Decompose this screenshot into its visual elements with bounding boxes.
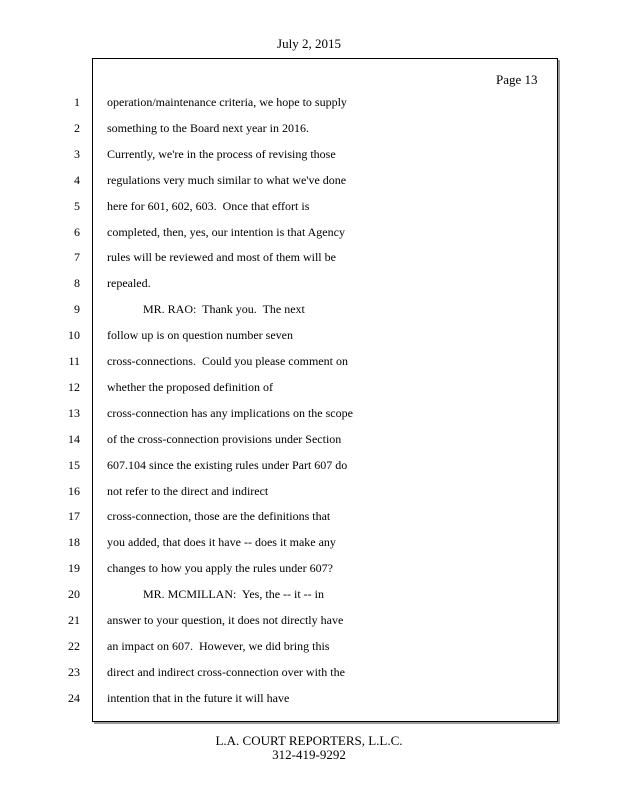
- line-number: 6: [74, 224, 80, 239]
- line-number: 12: [68, 379, 80, 394]
- line-number: 24: [68, 690, 80, 705]
- line-text: regulations very much similar to what we've done: [107, 172, 347, 187]
- line-text: intention that in the future it will have: [107, 690, 290, 705]
- line-number: 18: [68, 535, 80, 550]
- line-text: not refer to the direct and indirect: [107, 483, 269, 498]
- line-text: MR. RAO: Thank you. The next: [107, 302, 305, 317]
- line-text: 607.104 since the existing rules under Part 607 do: [107, 457, 348, 472]
- line-text: direct and indirect cross-connection over with the: [107, 664, 345, 679]
- line-number: 15: [68, 457, 80, 472]
- line-text: of the cross-connection provisions under Section: [107, 431, 342, 446]
- line-text: answer to your question, it does not directly have: [107, 613, 344, 627]
- page-number: Page 13: [496, 72, 538, 87]
- line-number: 7: [74, 250, 80, 265]
- line-text: an impact on 607. However, we did bring this: [107, 638, 330, 653]
- line-number: 22: [68, 638, 80, 653]
- footer: [0, 734, 618, 762]
- line-number: 23: [68, 664, 80, 679]
- line-number: 1: [74, 95, 80, 109]
- line-text: operation/maintenance criteria, we hope to supply: [107, 95, 347, 109]
- line-number: 2: [74, 120, 80, 135]
- line-number: 4: [74, 172, 80, 187]
- line-number: 21: [68, 613, 80, 627]
- footer-phone: 312-419-9292: [272, 747, 346, 762]
- line-text: whether the proposed definition of: [107, 379, 273, 394]
- line-text: changes to how you apply the rules under 607?: [107, 561, 333, 576]
- line-text: cross-connection has any implications on the scope: [107, 405, 353, 420]
- line-number: 5: [74, 198, 80, 213]
- line-text: rules will be reviewed and most of them will be: [107, 250, 336, 265]
- line-text: completed, then, yes, our intention is that Agency: [107, 224, 345, 239]
- line-text: something to the Board next year in 2016.: [107, 120, 309, 135]
- line-number: 3: [74, 146, 80, 161]
- line-number: 19: [68, 561, 80, 576]
- line-number: 20: [68, 587, 80, 602]
- line-text: MR. MCMILLAN: Yes, the -- it -- in: [107, 587, 325, 602]
- line-text: follow up is on question number seven: [107, 328, 293, 343]
- line-text: here for 601, 602, 603. Once that effort is: [107, 198, 310, 213]
- line-number: 14: [68, 431, 80, 446]
- header-date: July 2, 2015: [277, 36, 341, 51]
- line-text: Currently, we're in the process of revising those: [107, 146, 336, 161]
- line-number: 11: [68, 354, 80, 368]
- footer-company: L.A. COURT REPORTERS, L.L.C.: [215, 733, 403, 748]
- line-text: cross-connection, those are the definitions that: [107, 509, 331, 524]
- line-number: 10: [68, 328, 80, 343]
- line-number: 8: [74, 276, 80, 291]
- line-number: 9: [74, 302, 80, 317]
- line-number: 16: [68, 483, 80, 498]
- line-number: 13: [68, 405, 80, 420]
- line-text: cross-connections. Could you please comment on: [107, 354, 348, 368]
- line-text: you added, that does it have -- does it make any: [107, 535, 336, 550]
- line-text: repealed.: [107, 276, 151, 291]
- line-number: 17: [68, 509, 80, 524]
